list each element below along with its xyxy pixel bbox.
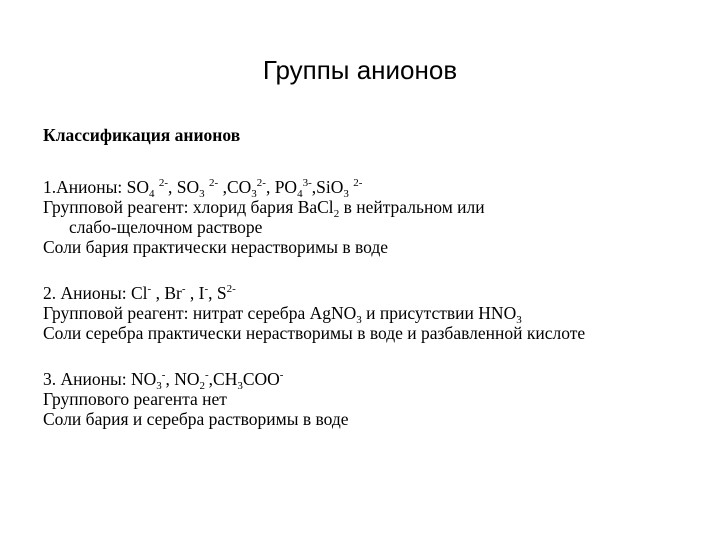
group-2-reagent-text-2: и присутствии HNO [361, 303, 517, 323]
group-1-reagent-text: Групповой реагент: хлорид бария BaCl [43, 197, 334, 217]
group-2-reagent-sub-2: 3 [516, 314, 522, 326]
group-1-reagent-continued: слабо-щелочном растворе [69, 217, 263, 237]
anion-group-2 [43, 283, 693, 343]
group-1-anions-prefix: 1.Анионы: [43, 177, 127, 197]
group-2-reagent-sub: 3 [356, 314, 362, 326]
group-2-anions [43, 283, 693, 303]
group-2-reagent [43, 303, 693, 326]
anion-group-1 [43, 177, 693, 257]
group-1-reagent [43, 197, 693, 220]
page-title: Группы анионов [262, 55, 458, 85]
group-3-reagent: Группового реагента нет [43, 389, 227, 409]
section-heading: Классификация анионов [43, 125, 241, 145]
group-1-reagent-text-2: в нейтральном или [339, 197, 485, 217]
group-2-note: Соли серебра практически нерастворимы в воде и разбавленной кислоте [43, 323, 586, 343]
group-3-anions [43, 369, 693, 392]
group-2-reagent-text: Групповой реагент: нитрат серебра AgNO [43, 303, 357, 323]
group-3-formulas: $NO_3^-$, $NO_2^-,CH_3COO^-$ [130, 369, 284, 392]
group-1-note: Соли бария практически нерастворимы в воде [43, 237, 389, 257]
group-2-formulas: Cl- , Br- , I-, $S^{2-}$ [130, 283, 236, 303]
group-1-anions [43, 177, 693, 200]
content-body [43, 125, 693, 455]
group-3-note: Соли бария и серебра растворимы в воде [43, 409, 349, 429]
group-2-anions-prefix: 2. Анионы: [43, 283, 131, 303]
anion-group-3 [43, 369, 693, 429]
group-1-formulas: $SO_4$ $^{2-}$, $SO_3$ $^{2-}$ $,CO_3^{2-}$, $PO_4^{3-},SiO_3$ $^{2-}$ [126, 177, 363, 200]
group-1-reagent-sub: 2 [333, 208, 340, 220]
group-3-anions-prefix: 3. Анионы: [43, 369, 131, 389]
